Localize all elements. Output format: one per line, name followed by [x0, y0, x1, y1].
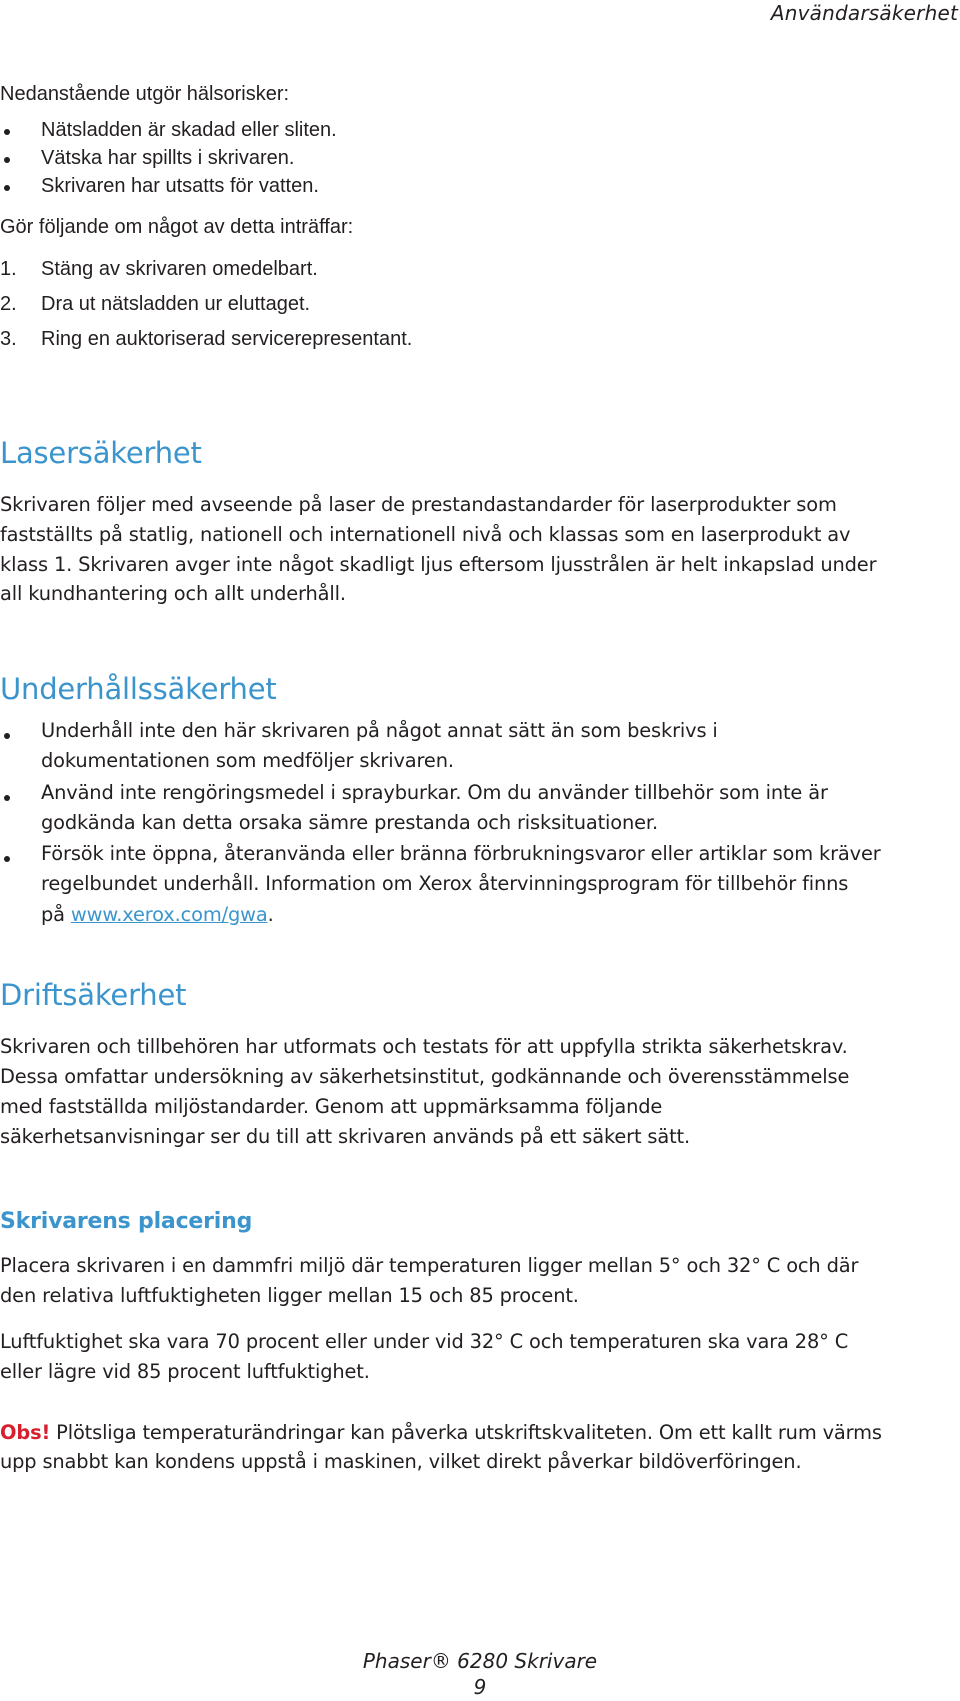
health-intro: Nedanstående utgör hälsorisker:: [0, 83, 290, 105]
laser-text-line: fastställts på statlig, nationell och internationell nivå och klassas som en laserprodukt av: [0, 523, 851, 546]
bullet-dot: [4, 795, 10, 801]
link-prefix: på: [41, 903, 71, 926]
note-label: Obs!: [0, 1421, 51, 1444]
operation-text-line: Dessa omfattar undersökning av säkerhetsinstitut, godkännande och överensstämmelse: [0, 1065, 850, 1088]
step-text: Ring en auktoriserad servicerepresentant.: [41, 328, 413, 350]
laser-text-line: Skrivaren följer med avseende på laser de prestandastandarder för laserprodukter som: [0, 493, 837, 516]
placement-text-line: den relativa luftfuktigheten ligger mellan 15 och 85 procent.: [0, 1284, 579, 1307]
maintenance-bullet-line: regelbundet underhåll. Information om Xerox återvinningsprogram för tillbehör finns: [41, 872, 849, 895]
bullet-dot: [4, 157, 10, 163]
step-number: 1.: [0, 258, 17, 280]
maintenance-bullet-line: Använd inte rengöringsmedel i sprayburkar. Om du använder tillbehör som inte är: [41, 781, 828, 804]
bullet-dot: [4, 185, 10, 191]
operation-text-line: säkerhetsanvisningar ser du till att skrivaren används på ett säkert sätt.: [0, 1125, 691, 1148]
step-text: Dra ut nätsladden ur eluttaget.: [41, 293, 311, 315]
operation-text-line: med fastställda miljöstandarder. Genom att uppmärksamma följande: [0, 1095, 663, 1118]
operation-text-line: Skrivaren och tillbehören har utformats och testats för att uppfylla strikta säkerhetskrav.: [0, 1035, 848, 1058]
running-header: Användarsäkerhet: [770, 1, 958, 25]
section-heading-maintenance: Underhållssäkerhet: [0, 672, 277, 706]
placement-text-line: Luftfuktighet ska vara 70 procent eller under vid 32° C och temperaturen ska vara 28° C: [0, 1330, 849, 1353]
health-bullet: Vätska har spillts i skrivaren.: [41, 147, 295, 169]
health-bullet: Skrivaren har utsatts för vatten.: [41, 175, 319, 197]
bullet-dot: [4, 733, 10, 739]
xerox-gwa-link[interactable]: www.xerox.com/gwa: [70, 903, 268, 926]
footer-product: Phaser® 6280 Skrivare: [362, 1649, 598, 1673]
footer-page-number: 9: [473, 1675, 487, 1699]
health-bullet: Nätsladden är skadad eller sliten.: [41, 119, 337, 141]
action-intro: Gör följande om något av detta inträffar:: [0, 216, 354, 238]
maintenance-bullet-line: dokumentationen som medföljer skrivaren.: [41, 749, 454, 772]
section-heading-operation: Driftsäkerhet: [0, 978, 187, 1012]
maintenance-bullet-line: Underhåll inte den här skrivaren på något annat sätt än som beskrivs i: [41, 719, 718, 742]
link-suffix: .: [267, 903, 274, 926]
bullet-dot: [4, 129, 10, 135]
note-line: upp snabbt kan kondens uppstå i maskinen, vilket direkt påverkar bildöverföringen.: [0, 1450, 802, 1473]
placement-text-line: Placera skrivaren i en dammfri miljö där temperaturen ligger mellan 5° och 32° C och där: [0, 1254, 859, 1277]
maintenance-bullet-line: Försök inte öppna, återanvända eller bränna förbrukningsvaror eller artiklar som kräver: [41, 842, 881, 865]
maintenance-bullet-line: godkända kan detta orsaka sämre prestanda och risksituationer.: [41, 811, 658, 834]
subsection-heading-placement: Skrivarens placering: [0, 1209, 253, 1234]
step-text: Stäng av skrivaren omedelbart.: [41, 258, 318, 280]
bullet-dot: [4, 856, 10, 862]
maintenance-bullet-last-line: [41, 900, 274, 930]
section-heading-laser: Lasersäkerhet: [0, 436, 202, 470]
placement-text-line: eller lägre vid 85 procent luftfuktighet.: [0, 1360, 370, 1383]
laser-text-line: klass 1. Skrivaren avger inte något skadligt ljus eftersom ljusstrålen är helt inkapslad under: [0, 553, 877, 576]
laser-text-line: all kundhantering och allt underhåll.: [0, 582, 346, 605]
note-line: [0, 1418, 882, 1448]
step-number: 2.: [0, 293, 17, 315]
note-text: Plötsliga temperaturändringar kan påverka utskriftskvaliteten. Om ett kallt rum värms: [50, 1421, 882, 1444]
step-number: 3.: [0, 328, 17, 350]
